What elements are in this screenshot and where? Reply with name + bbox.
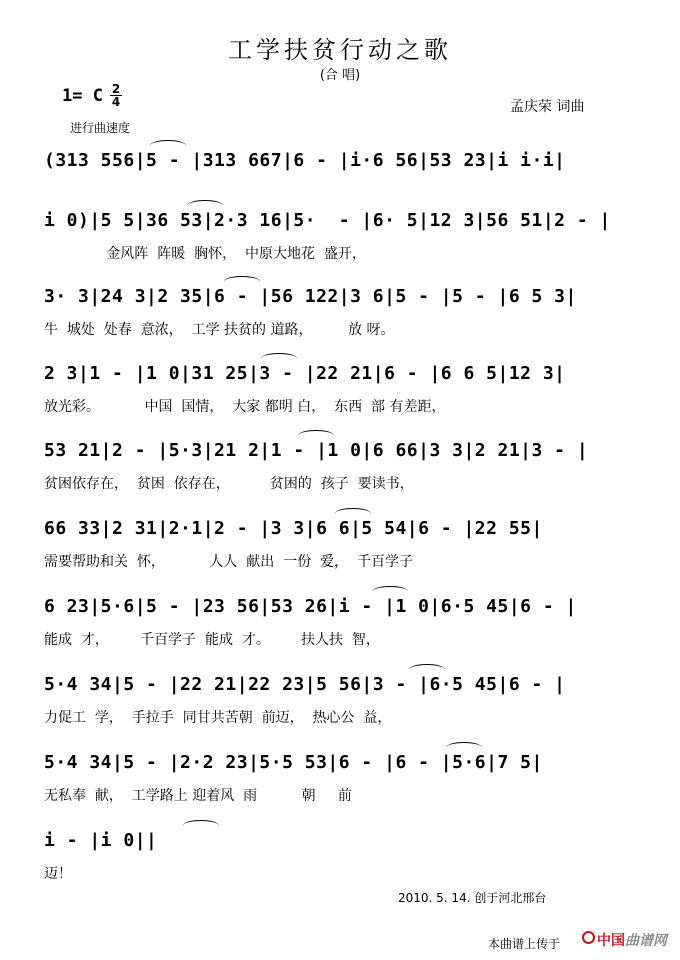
composer-credits: 孟庆荣 词曲	[510, 99, 585, 115]
composition-note: 2010. 5. 14. 创于河北邢台	[398, 891, 547, 905]
song-title: 工学扶贫行动之歌	[228, 36, 452, 64]
score-line-notes: 6 23|5·6|5 - |23 56|53 26|i - |1 0|6·5 45|6 - |	[44, 596, 577, 617]
score-line-notes: i - |i 0||	[44, 830, 158, 851]
score-line-lyrics: 金风阵 阵暖 胸怀， 中原大地花 盛开，	[44, 246, 366, 262]
score-line-notes: 5·4 34|5 - |2·2 23|5·5 53|6 - |6 - |5·6|7 5|	[44, 752, 543, 773]
score-line-notes: 3· 3|24 3|2 35|6 - |56 122|3 6|5 - |5 - |6 5 3|	[44, 286, 577, 307]
score-line-lyrics: 牛 城处 处春 意浓， 工学 扶贫的 道路， 放 呀。	[44, 322, 395, 338]
score-line-notes: (313 556|5 - |313 667|6 - |i·6 56|53 23|i i·i|	[44, 150, 566, 171]
score-line-lyrics: 力促工 学， 手拉手 同甘共苦朝 前迈， 热心公 益，	[44, 710, 392, 726]
slur-arc	[446, 742, 482, 753]
slur-arc	[224, 276, 260, 287]
source-label: 本曲谱上传于	[488, 937, 561, 951]
tempo-marking: 进行曲速度	[70, 121, 131, 135]
logo-text: 中国	[597, 933, 625, 949]
key-signature: 1= C	[62, 86, 103, 106]
slur-arc	[261, 353, 297, 364]
logo-text-gray: 曲谱网	[625, 933, 667, 949]
slur-arc	[372, 586, 408, 597]
score-line-notes: 2 3|1 - |1 0|31 25|3 - |22 21|6 - |6 6 5|12 3|	[44, 363, 566, 384]
score-line-lyrics: 放光彩。 中国 国情， 大家 都明 白， 东西 部 有差距，	[44, 399, 446, 415]
song-subtitle: (合 唱)	[319, 68, 361, 83]
logo-icon	[582, 931, 595, 944]
slur-arc	[183, 820, 219, 831]
slur-arc	[298, 430, 334, 441]
slur-arc	[409, 664, 445, 675]
score-line-lyrics: 无私奉 献， 工学路上 迎着风 雨 朝 前	[44, 788, 352, 804]
score-line-lyrics: 需要帮助和关 怀， 人人 献出 一份 爱， 千百学子	[44, 554, 414, 570]
score-line-lyrics: 能成 才， 千百学子 能成 才。 扶人扶 智，	[44, 632, 380, 648]
slur-arc	[187, 200, 223, 211]
time-signature-bottom: 4	[111, 95, 121, 109]
score-line-lyrics: 迈！	[44, 866, 72, 882]
slur-arc	[335, 508, 371, 519]
score-line-notes: 5·4 34|5 - |22 21|22 23|5 56|3 - |6·5 45|6 - |	[44, 674, 566, 695]
time-signature-top: 2	[111, 82, 121, 96]
score-line-notes: i 0)|5 5|36 53|2·3 16|5· - |6· 5|12 3|56 51|2 - |	[44, 210, 611, 231]
slur-arc	[150, 140, 186, 151]
score-line-lyrics: 贫困依存在， 贫困 依存在， 贫困的 孩子 要读书，	[44, 476, 414, 492]
score-line-notes: 66 33|2 31|2·1|2 - |3 3|6 6|5 54|6 - |22 55|	[44, 518, 543, 539]
time-signature	[110, 83, 122, 108]
score-line-notes: 53 21|2 - |5·3|21 2|1 - |1 0|6 66|3 3|2 21|3 - |	[44, 440, 589, 461]
site-logo	[582, 928, 674, 950]
